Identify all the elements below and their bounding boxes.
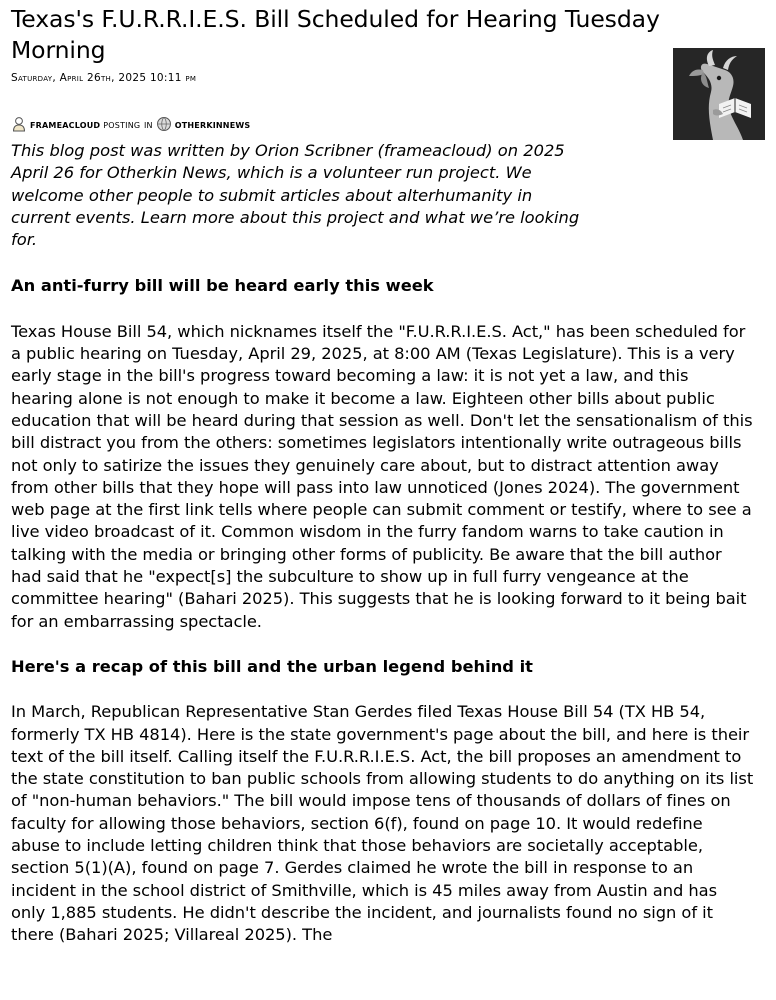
post-header [0,0,776,112]
intro-paragraph: This blog post was written by Orion Scribner (frameacloud) on 2025 April 26 for Otherkin News, which is a volunteer run project. We welcome other people to submit articles about alterhumanity in current events. Learn more about this project and what we’re looking for. [11,141,580,250]
poster-username[interactable]: frameacloud [30,117,101,131]
posting-in-label: posting in [103,117,153,131]
post-body [0,136,776,947]
community-globe-icon[interactable] [156,116,172,132]
post-title: Texas's F.U.R.R.I.E.S. Bill Scheduled for Hearing Tuesday Morning [11,5,660,64]
post-date: Saturday, April 26th, 2025 10:11 pm [11,72,197,84]
poster-line [0,112,776,136]
section-heading-2: Here's a recap of this bill and the urban legend behind it [11,656,533,676]
user-head-icon[interactable] [11,116,27,132]
community-name[interactable]: otherkinnews [174,117,251,131]
section-heading-1: An anti-furry bill will be heard early this week [11,276,434,296]
body-paragraph-2: In March, Republican Representative Stan Gerdes filed Texas House Bill 54 (TX HB 54, formerly TX HB 4814). Here is the state government's page about the bill, and here is their text of the bill itself. Calling itself the F.U.R.R.I.E.S. Act, the bill proposes an amendment to the state constitution to ban public schools from allowing students to do anything on its list of "non-human behaviors." The bill would impose tens of thousands of dollars of fines on faculty for allowing those behaviors, section 6(f), found on page 10. It would redefine abuse to include letting children think that those behaviors are societally acceptable, section 5(1)(A), found on page 7. Gerdes claimed he wrote the bill in response to an incident in the school district of Smithville, which is 45 miles away from Austin and has only 1,885 students. He didn't describe the incident, and journalists found no sign of it there (Bahari 2025; Villareal 2025). The [11,702,754,945]
body-paragraph-1: Texas House Bill 54, which nicknames itself the "F.U.R.R.I.E.S. Act," has been scheduled for a public hearing on Tuesday, April 29, 2025, at 8:00 AM (Texas Legislature). This is a very early stage in the bill's progress toward becoming a law: it is not yet a law, and this hearing alone is not enough to make it become a law. Eighteen other bills about public education that will be heard during that session as well. Don't let the sensationalism of this bill distract you from the others: sometimes legislators intentionally write outrageous bills not only to satirize the issues they genuinely care about, but to distract attention away from other bills that they hope will pass into law unnoticed (Jones 2024). The government web page at the first link tells where people can submit comment or testify, where to see a live video broadcast of it. Common wisdom in the furry fandom warns to take caution in talking with the media or bringing other forms of publicity. Be aware that the bill author had said that he "expect[s] the subculture to show up in full furry vengeance at the committee hearing" (Bahari 2025). This suggests that he is looking forward to it being bait for an embarrassing spectacle. [11,321,753,631]
